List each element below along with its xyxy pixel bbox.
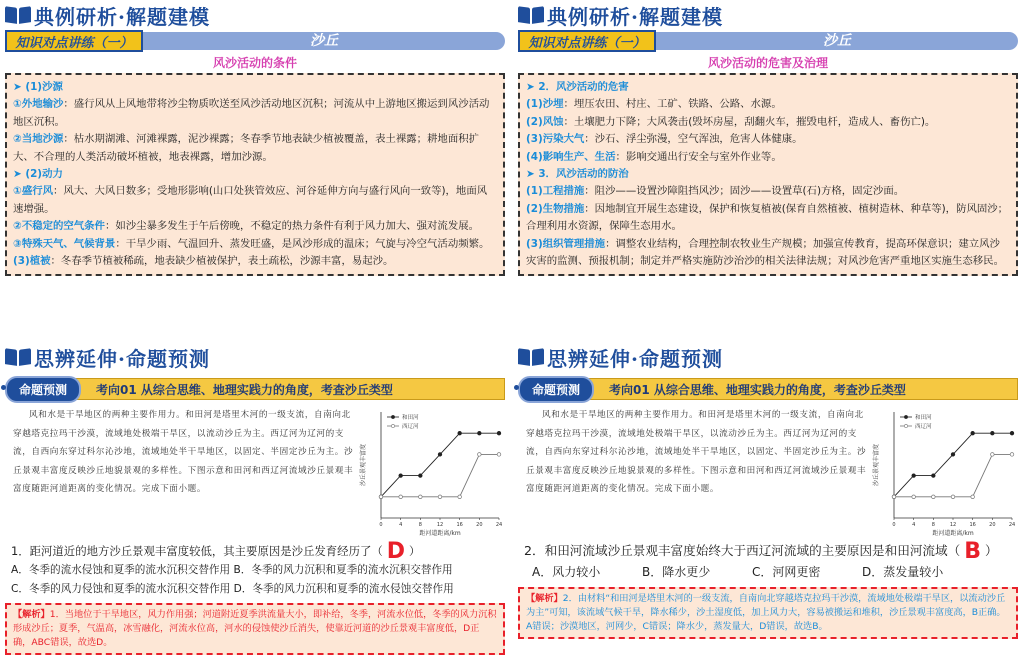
data-point (971, 431, 975, 435)
line-prefix: (1) (526, 98, 543, 110)
analysis-text: 2．由材料“和田河是塔里木河的一级支流，自南向北穿越塔克拉玛干沙漠，流域地处极端干旱区，以流动沙丘为主”可知，该流域气候干旱，降水稀少，沙土湿度低，加上风力大，容易被搬运和堆积，沙丘景观丰富度高，B正确。A错误；沙漠地区，河网少，C错误；降水少，蒸发量大，D错误，故选B。 (526, 593, 1006, 632)
line-text: ：影响交通出行安全与室外作业等。 (615, 151, 781, 163)
line-keyword: 当地沙源 (22, 133, 64, 145)
box-line (13, 218, 497, 235)
data-point (478, 453, 482, 457)
x-tick-label: 24 (496, 522, 502, 528)
topic-title: 沙丘 (143, 32, 505, 50)
prediction-pill: 命题预测 (518, 376, 594, 403)
y-axis-label: 沙丘景观丰富度 (872, 444, 880, 486)
data-point (399, 474, 403, 478)
y-axis-label: 沙丘景观丰富度 (359, 444, 367, 486)
line-text: ：盛行风从上风地带将沙尘物质吹送至风沙活动地区沉积；河流从中上游地区搬运到风沙活动地区沉积。 (13, 98, 489, 127)
option-b[interactable]: B．降水更少 (642, 561, 752, 583)
x-tick-label: 4 (399, 522, 402, 528)
header-title: 思辨延伸·命题预测 (34, 343, 210, 372)
answer-letter: D (387, 539, 405, 564)
legend-marker (904, 415, 907, 418)
x-axis-label: 距河道距离/km (932, 529, 973, 537)
x-tick-label: 20 (989, 522, 995, 528)
line-text: ：干旱少雨、气温回升、蒸发旺盛，是风沙形成的温床；气旋与冷空气活动频繁。 (115, 238, 489, 250)
box-line (526, 166, 1010, 183)
panel-question-2 (518, 344, 1018, 639)
line-prefix: ➤ (2) (13, 168, 42, 180)
legend-label: 和田河 (402, 413, 419, 421)
topic-bar (5, 30, 505, 52)
header-title: 典例研析·解题建模 (547, 1, 723, 30)
line-keyword: 盛行风 (22, 185, 53, 197)
line-text: ：埋压农田、村庄、工矿、铁路、公路、水源。 (564, 98, 782, 110)
passage-text: 风和水是干旱地区的两种主要作用力。和田河是塔里木河的一级支流，自南向北穿越塔克拉玛干沙漠，流域地处极端干旱区，以流动沙丘为主。西辽河为辽河的支流，自西向东穿过科尔沁沙地，流域地处半干旱地区，以固定、半固定沙丘为主。沙丘景观丰富度反映沙丘地貌景观的多样性。下图示意和田河和西辽河流域沙丘景观丰富度随距河道距离的变化情况。完成下面小题。 (5, 406, 355, 540)
box-line (13, 236, 497, 253)
book-icon (518, 347, 544, 367)
section-header (518, 344, 1018, 370)
option-line[interactable]: A．冬季的流水侵蚀和夏季的流水沉积交替作用 B．冬季的风力沉积和夏季的流水沉积交替作用 (11, 561, 505, 580)
line-prefix: ② (13, 133, 22, 145)
data-point (419, 474, 423, 478)
data-point (951, 495, 955, 499)
analysis-box (518, 587, 1018, 640)
analysis-tag: 【解析】 (526, 593, 563, 604)
dune-richness-chart (355, 406, 505, 538)
data-point (932, 495, 936, 499)
line-prefix: ② (13, 220, 22, 232)
box-line (13, 96, 497, 131)
x-tick-label: 8 (419, 522, 422, 528)
question-text: 2．和田河流域沙丘景观丰富度始终大于西辽河流域的主要原因是和田河流域（ (524, 543, 960, 558)
line-keyword: 组织管理措施 (543, 238, 605, 250)
panel-wind-sand-conditions (5, 2, 505, 276)
data-point (438, 453, 442, 457)
line-prefix: ① (13, 185, 22, 197)
data-point (912, 474, 916, 478)
box-line (13, 183, 497, 218)
option-a[interactable]: A．风力较小 (532, 561, 642, 583)
line-prefix: ➤ 2． (526, 81, 556, 93)
topic-tag: 知识对点讲练（一） (518, 30, 656, 52)
options (518, 561, 1018, 583)
question-material (518, 406, 1018, 540)
sub-title: 风沙活动的危害及治理 (518, 54, 1018, 71)
line-keyword: 沙源 (42, 81, 63, 93)
x-axis-label: 距河道距离/km (419, 529, 460, 537)
data-point (478, 431, 482, 435)
box-line (526, 96, 1010, 113)
data-point (892, 495, 896, 499)
x-tick-label: 4 (912, 522, 915, 528)
data-point (951, 453, 955, 457)
line-prefix: (2) (526, 116, 543, 128)
series-line-0 (894, 433, 1012, 497)
line-keyword: 特殊天气、气候背景 (22, 238, 116, 250)
book-icon (518, 5, 544, 25)
data-point (497, 453, 501, 457)
legend-label: 西辽河 (915, 422, 932, 430)
box-line (526, 236, 1010, 271)
line-keyword: 风蚀 (543, 116, 564, 128)
x-tick-label: 8 (932, 522, 935, 528)
line-keyword: 生物措施 (543, 203, 585, 215)
topic-bar (518, 30, 1018, 52)
prediction-bar (518, 376, 1018, 402)
x-tick-label: 20 (476, 522, 482, 528)
prediction-title: 考向01 从综合思维、地理实践力的角度，考查沙丘类型 (586, 378, 1018, 400)
x-tick-label: 12 (437, 522, 443, 528)
prediction-bar (5, 376, 505, 402)
option-d[interactable]: D．蒸发量较小 (862, 561, 972, 583)
analysis-tag: 【解析】 (13, 609, 50, 620)
x-tick-label: 0 (892, 522, 895, 528)
box-line (526, 201, 1010, 236)
content-box (518, 73, 1018, 276)
data-point (932, 474, 936, 478)
prediction-pill: 命题预测 (5, 376, 81, 403)
line-prefix: (1) (526, 185, 543, 197)
line-prefix: ③ (13, 238, 22, 250)
section-header (5, 2, 505, 28)
line-prefix: (2) (526, 203, 543, 215)
line-text: ：因地制宜开展生态建设，保护和恢复植被(保育自然植被、植树造林、种草等)，防风固沙；合理利用水资源，保障生态用水。 (526, 203, 1008, 232)
box-line (13, 166, 497, 183)
x-tick-label: 16 (456, 522, 462, 528)
data-point (1010, 431, 1014, 435)
box-line (13, 253, 497, 270)
line-prefix: (4) (526, 151, 543, 163)
book-icon (5, 5, 31, 25)
data-point (399, 495, 403, 499)
question-stem (5, 542, 505, 561)
line-text: ：沙石、浮尘弥漫，空气浑浊，危害人体健康。 (584, 133, 802, 145)
data-point (419, 495, 423, 499)
line-text: ：调整农业结构，合理控制农牧业生产规模；加强宣传教育，提高环保意识；建立风沙灾害的监测、预报机制；制定并严格实施防沙治沙的相关法律法规；对风沙危害严重地区实施生态移民。 (526, 238, 1004, 267)
line-keyword: 风沙活动的防治 (556, 168, 629, 180)
topic-tag: 知识对点讲练（一） (5, 30, 143, 52)
line-text: ：冬春季节植被稀疏，地表缺少植被保护，表土疏松，沙源丰富，易起沙。 (51, 255, 394, 267)
data-point (438, 495, 442, 499)
box-line (526, 114, 1010, 131)
line-prefix: (3) (526, 133, 543, 145)
option-c[interactable]: C．河网更密 (752, 561, 862, 583)
content-box (5, 73, 505, 276)
line-prefix: ① (13, 98, 22, 110)
legend-label: 和田河 (915, 413, 932, 421)
line-text: ：土壤肥力下降；大风袭击(毁坏房屋，刮翻火车，摧毁电杆，造成人、畜伤亡)。 (564, 116, 936, 128)
legend-marker (391, 424, 394, 427)
option-line[interactable]: C．冬季的风力侵蚀和夏季的流水沉积交替作用 D．冬季的风力沉积和夏季的流水侵蚀交替作用 (11, 580, 505, 599)
panel-wind-sand-hazards (518, 2, 1018, 276)
sub-title: 风沙活动的条件 (5, 54, 505, 71)
line-keyword: 不稳定的空气条件 (22, 220, 105, 232)
line-keyword: 污染大气 (543, 133, 585, 145)
question-material (5, 406, 505, 540)
box-line (526, 131, 1010, 148)
header-title: 思辨延伸·命题预测 (547, 343, 723, 372)
x-tick-label: 12 (950, 522, 956, 528)
line-text: ：风大、大风日数多；受地形影响(山口处狭管效应、河谷延伸方向与盛行风向一致等)，地面风速增强。 (13, 185, 487, 214)
box-line (526, 79, 1010, 96)
question-stem (518, 542, 1018, 561)
box-line (526, 149, 1010, 166)
x-tick-label: 24 (1009, 522, 1015, 528)
data-point (991, 453, 995, 457)
dune-richness-chart (868, 406, 1018, 538)
line-keyword: 沙埋 (543, 98, 564, 110)
line-keyword: 外地输沙 (22, 98, 64, 110)
data-point (991, 431, 995, 435)
line-prefix: ➤ (1) (13, 81, 42, 93)
answer-letter: B (964, 539, 981, 564)
analysis-box (5, 603, 505, 655)
legend-marker (904, 424, 907, 427)
data-point (458, 495, 462, 499)
section-header (5, 344, 505, 370)
line-keyword: 风沙活动的危害 (556, 81, 629, 93)
box-line (526, 183, 1010, 200)
line-text: ：枯水期湖滩、河滩裸露，泥沙裸露；冬春季节地表缺少植被覆盖，表土裸露；耕地面积扩大、不合理的人类活动破坏植被，地表裸露，增加沙源。 (13, 133, 479, 162)
data-point (458, 431, 462, 435)
data-point (912, 495, 916, 499)
data-point (971, 495, 975, 499)
box-line (13, 131, 497, 166)
question-end: ） (409, 544, 420, 558)
question-text: 1．距河道近的地方沙丘景观丰富度较低，其主要原因是沙丘发育经历了（ (11, 544, 383, 558)
passage-text: 风和水是干旱地区的两种主要作用力。和田河是塔里木河的一级支流，自南向北穿越塔克拉玛干沙漠，流域地处极端干旱区，以流动沙丘为主。西辽河为辽河的支流，自西向东穿过科尔沁沙地，流域地处半干旱地区，以固定、半固定沙丘为主。沙丘景观丰富度反映沙丘地貌景观的多样性。下图示意和田河和西辽河流域沙丘景观丰富度随距河道距离的变化情况。完成下面小题。 (518, 406, 868, 540)
question-end: ） (985, 543, 998, 558)
line-prefix: ➤ 3． (526, 168, 556, 180)
line-text: ：阻沙——设置沙障阻挡风沙；固沙——设置草(石)方格，固定沙面。 (584, 185, 904, 197)
analysis-text: 1．当地位于干旱地区，风力作用强；河道附近夏季洪流量大小，即补给，冬季，河流水位低，冬季的风力沉积形成沙丘；夏季，气温高，冰雪融化，河流水位高，河水的侵蚀使沙丘消失，使靠近河道的沙丘景观丰富度低，D正确，ABC错误，故选D。 (13, 609, 497, 648)
prediction-title: 考向01 从综合思维、地理实践力的角度，考查沙丘类型 (73, 378, 505, 400)
line-prefix: (3) (13, 255, 30, 267)
topic-title: 沙丘 (656, 32, 1018, 50)
legend-marker (391, 415, 394, 418)
series-line-0 (381, 433, 499, 497)
line-keyword: 动力 (42, 168, 63, 180)
data-point (497, 431, 501, 435)
line-keyword: 影响生产、生活 (543, 151, 616, 163)
header-title: 典例研析·解题建模 (34, 1, 210, 30)
x-tick-label: 16 (969, 522, 975, 528)
book-icon (5, 347, 31, 367)
options (5, 561, 505, 599)
box-line (13, 79, 497, 96)
x-tick-label: 0 (379, 522, 382, 528)
line-text: ：如沙尘暴多发生于午后傍晚，不稳定的热力条件有利于风力加大、强对流发展。 (105, 220, 479, 232)
section-header (518, 2, 1018, 28)
legend-label: 西辽河 (402, 422, 419, 430)
line-keyword: 植被 (30, 255, 51, 267)
line-prefix: (3) (526, 238, 543, 250)
panel-question-1 (5, 344, 505, 655)
data-point (1010, 453, 1014, 457)
line-keyword: 工程措施 (543, 185, 585, 197)
data-point (379, 495, 383, 499)
